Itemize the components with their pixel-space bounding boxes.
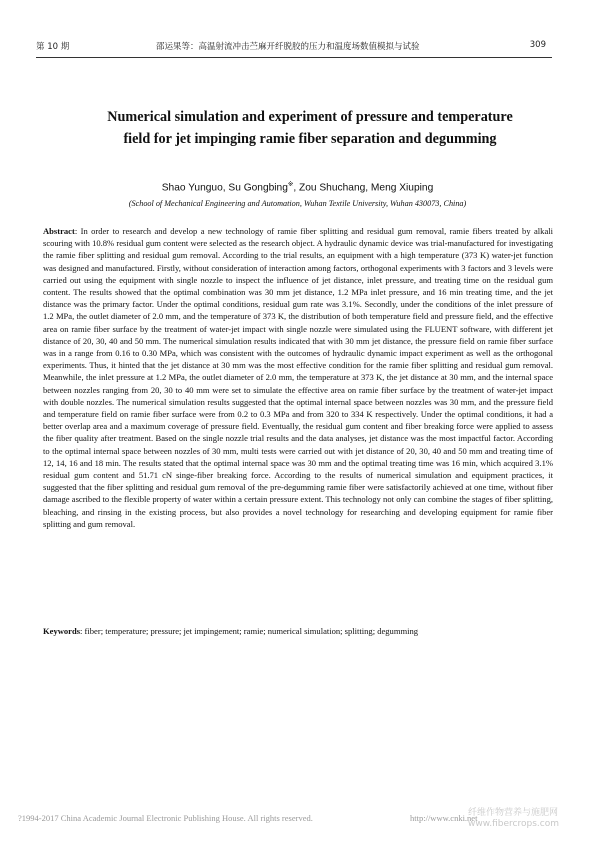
watermark-url: www.fibercrops.com	[468, 819, 559, 829]
running-title: 邵运果等：高温射流冲击苎麻开纤脱胶的压力和温度场数值模拟与试验	[156, 42, 420, 52]
copyright-notice: ?1994-2017 China Academic Journal Electronic Publishing House. All rights reserved.	[18, 813, 313, 823]
author-affiliation: (School of Mechanical Engineering and Automation, Wuhan Textile University, Wuhan 430073, China)	[128, 199, 467, 208]
abstract-text: : In order to research and develop a new technology of ramie fiber splitting and residual gum removal, ramie fibers treated by alkali scouring with 10.8% residual gum content were selected as the research object. A hydraulic dynamic device was trial-manufactured for investigating the ramie fiber splitting and residual gum removal. According to the trial results, an equipment with a high temperature (373 K) water-jet function was designed and manufactured. Firstly, without consideration of interaction among factors, orthogonal experiments with 3 factors and 3 levels were carried out using the equipment with single nozzle to inspect the influence of jet distance, inlet pressure, and treating time on the residual gum content. The results showed that the optimal combination was 30 mm jet distance, 1.2 MPa inlet pressure, and 16 min treating time, and the jet distance was the primary factor. Under the optimal conditions, residual gum rate was 3.1%. Secondly, under the conditions of the inlet pressure of 1.2 MPa, the outlet diameter of 2.0 mm, and the temperature of 373 K, the distribution of both temperature field and pressure field, and the effective area on ramie fiber surface by the treatment of water-jet impact with single nozzle were simulated using the FLUENT software, with different jet distance of 20, 30, 40 and 50 mm. The numerical simulation results indicated that with 30 mm jet distance, the pressure field on ramie fiber surface was in a range from 0.16 to 0.30 MPa, which was consistent with the outcomes of hydraulic dynamic impact experiment as well as the orthogonal experiments. Thus, it hinted that the jet distance at 30 mm was the most effective condition for the ramie fiber splitting and residual gum removal. Meanwhile, the inlet pressure at 1.2 MPa, the outlet diameter of 2.0 mm, the temperature at 373 K, the jet distance at 30 mm, and the internal space between nozzles ranging from 20, 30 to 40 mm were set to simulate the effective area on ramie fiber surface by the treatment of water-jet impact with double nozzles. The numerical simulation results suggested that the optimal internal space between nozzles was 30 mm, and the pressure field and temperature field on ramie fiber surface were from 0.2 to 0.3 MPa and from 320 to 334 K respectively. Under the optimal conditions, it had a better overlap area and a maximum coverage of pressure field. Eventually, the residual gum content and fiber breaking force were applied to assess the fiber quality after treatment. Based on the single nozzle trial results and the data analyses, jet distance was the most impactful factor. According to the optimal internal space between nozzles of 30 mm, multi tests were carried out with jet distance of 20, 30, 40 and 50 mm and treating time of 12, 14, 16 and 18 min. The results stated that the optimal internal space was 30 mm and the optimal treating time was 16 min, which acquired 3.1% residual gum content and 51.71 cN singe-fiber breaking force. According to the results of numerical simulation and equipment practices, it suggested that the fiber splitting and residual gum removal of the pre-degumming ramie fiber were satisfactorily achieved at one time, without fiber damage ascribed to the flexible property of water within a certain pressure extent. This technology not only can combine the stages of fiber splitting, bleaching, and rinsing in the existing process, but also provides a novel technology for researching and developing equipment for ramie fiber splitting and gum removal.	[43, 226, 553, 529]
watermark-chinese: 纤维作物营养与施肥网	[468, 808, 559, 818]
paper-title: Numerical simulation and experiment of pressure and temperature field for jet impinging ramie fiber separation and degumming	[107, 109, 513, 147]
authors-after: , Zou Shuchang, Meng Xiuping	[293, 182, 434, 194]
watermark	[468, 808, 590, 830]
keywords-label: Keywords	[43, 626, 81, 636]
page-number: 309	[529, 40, 546, 50]
keywords	[43, 626, 553, 636]
running-header	[36, 40, 546, 54]
author-list	[60, 180, 535, 193]
authors-before: Shao Yunguo, Su Gongbing	[161, 182, 288, 194]
header-divider	[36, 57, 552, 58]
corresponding-author-mark: ※	[287, 181, 294, 188]
abstract	[43, 225, 553, 530]
issue-number: 第 10 期	[36, 42, 70, 52]
footer-url[interactable]: http://www.cnki.net	[410, 813, 478, 823]
keywords-text: : fiber; temperature; pressure; jet impingement; ramie; numerical simulation; splitting; degumming	[80, 626, 419, 636]
abstract-label: Abstract	[43, 226, 75, 236]
